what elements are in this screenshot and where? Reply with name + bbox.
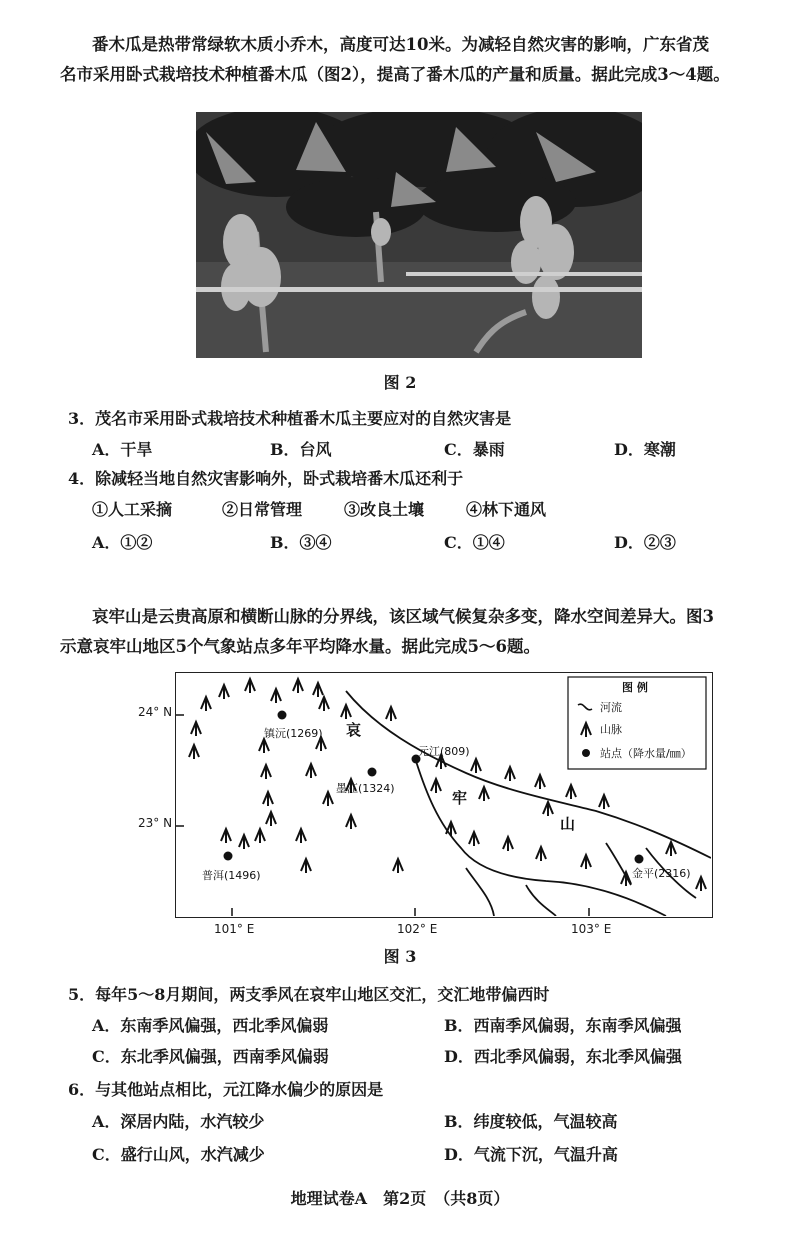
question-6-stem: 6．与其他站点相比，元江降水偏少的原因是 xyxy=(68,1080,384,1099)
question-3-stem: 3．茂名市采用卧式栽培技术种植番木瓜主要应对的自然灾害是 xyxy=(68,409,512,428)
q3-option-c[interactable]: C．暴雨 xyxy=(444,440,505,459)
station-label-mojiang: 墨江(1324) xyxy=(336,782,395,795)
intro-paragraph-2 xyxy=(60,602,788,662)
papaya-photo xyxy=(196,112,642,358)
mountain-name-char-2: 牢 xyxy=(452,789,468,807)
station-label-yuanjiang: 元江(809) xyxy=(418,745,470,758)
lat-label-23: 23° N xyxy=(138,816,173,830)
figure-3-caption: 图 3 xyxy=(383,947,417,966)
q5-option-b[interactable]: B．西南季风偏弱，东南季风偏强 xyxy=(444,1016,682,1035)
q6-option-c[interactable]: C．盛行山风，水汽减少 xyxy=(92,1145,265,1164)
station-label-puer: 普洱(1496) xyxy=(202,869,261,882)
intro-1-line-1: 番木瓜是热带常绿软木质小乔木，高度可达10米。为减轻自然灾害的影响，广东省茂 xyxy=(92,35,709,54)
q4-item-3: ③改良土壤 xyxy=(344,500,425,519)
station-label-jinping: 金平(2316) xyxy=(632,867,691,880)
intro-1-line-2: 名市采用卧式栽培技术种植番木瓜（图2），提高了番木瓜的产量和质量。据此完成3～4题。 xyxy=(60,65,730,84)
legend-river: 河流 xyxy=(600,701,622,714)
q3-option-b[interactable]: B．台风 xyxy=(270,440,332,459)
intro-2-line-1: 哀牢山是云贵高原和横断山脉的分界线，该区域气候复杂多变，降水空间差异大。图3 xyxy=(92,607,714,626)
legend-station: 站点（降水量/㎜） xyxy=(600,747,692,760)
q6-option-d[interactable]: D．气流下沉，气温升高 xyxy=(444,1145,618,1164)
figure-2-caption: 图 2 xyxy=(383,373,417,392)
station-icon xyxy=(582,749,590,757)
q3-option-d[interactable]: D．寒潮 xyxy=(614,440,676,459)
intro-paragraph-1 xyxy=(60,30,788,90)
ailao-mountain-map xyxy=(175,672,713,918)
q5-option-d[interactable]: D．西北季风偏弱，东北季风偏强 xyxy=(444,1047,682,1066)
q3-option-a[interactable]: A．干旱 xyxy=(92,440,153,459)
lon-label-103: 103° E xyxy=(571,922,612,936)
q4-option-a[interactable]: A．①② xyxy=(92,533,153,552)
q4-option-c[interactable]: C．①④ xyxy=(444,533,505,552)
q4-item-1: ①人工采摘 xyxy=(92,500,173,519)
question-5-stem: 5．每年5～8月期间，两支季风在哀牢山地区交汇，交汇地带偏西时 xyxy=(68,985,550,1004)
lat-label-24: 24° N xyxy=(138,705,173,719)
legend-title: 图 例 xyxy=(622,681,648,694)
lon-label-102: 102° E xyxy=(397,922,438,936)
station-label-zhenyuan: 镇沅(1269) xyxy=(264,727,323,740)
papaya-photo-illustration xyxy=(196,112,642,358)
q5-option-c[interactable]: C．东北季风偏强，西南季风偏弱 xyxy=(92,1047,329,1066)
q6-option-a[interactable]: A．深居内陆，水汽较少 xyxy=(92,1112,265,1131)
map-legend xyxy=(568,677,706,769)
mountain-name-char-1: 哀 xyxy=(346,721,362,739)
page-footer: 地理试卷A 第2页 （共8页） xyxy=(290,1189,510,1208)
q4-item-2: ②日常管理 xyxy=(222,500,303,519)
mountain-name-char-3: 山 xyxy=(560,815,576,833)
q5-option-a[interactable]: A．东南季风偏强，西北季风偏弱 xyxy=(92,1016,329,1035)
q4-option-d[interactable]: D．②③ xyxy=(614,533,676,552)
lon-label-101: 101° E xyxy=(214,922,255,936)
map-canvas xyxy=(176,673,711,916)
q4-option-b[interactable]: B．③④ xyxy=(270,533,332,552)
intro-2-line-2: 示意哀牢山地区5个气象站点多年平均降水量。据此完成5～6题。 xyxy=(60,637,540,656)
q6-option-b[interactable]: B．纬度较低，气温较高 xyxy=(444,1112,618,1131)
q4-item-4: ④林下通风 xyxy=(466,500,547,519)
legend-mountain: 山脉 xyxy=(600,723,622,736)
question-4-stem: 4．除减轻当地自然灾害影响外，卧式栽培番木瓜还利于 xyxy=(68,469,464,488)
